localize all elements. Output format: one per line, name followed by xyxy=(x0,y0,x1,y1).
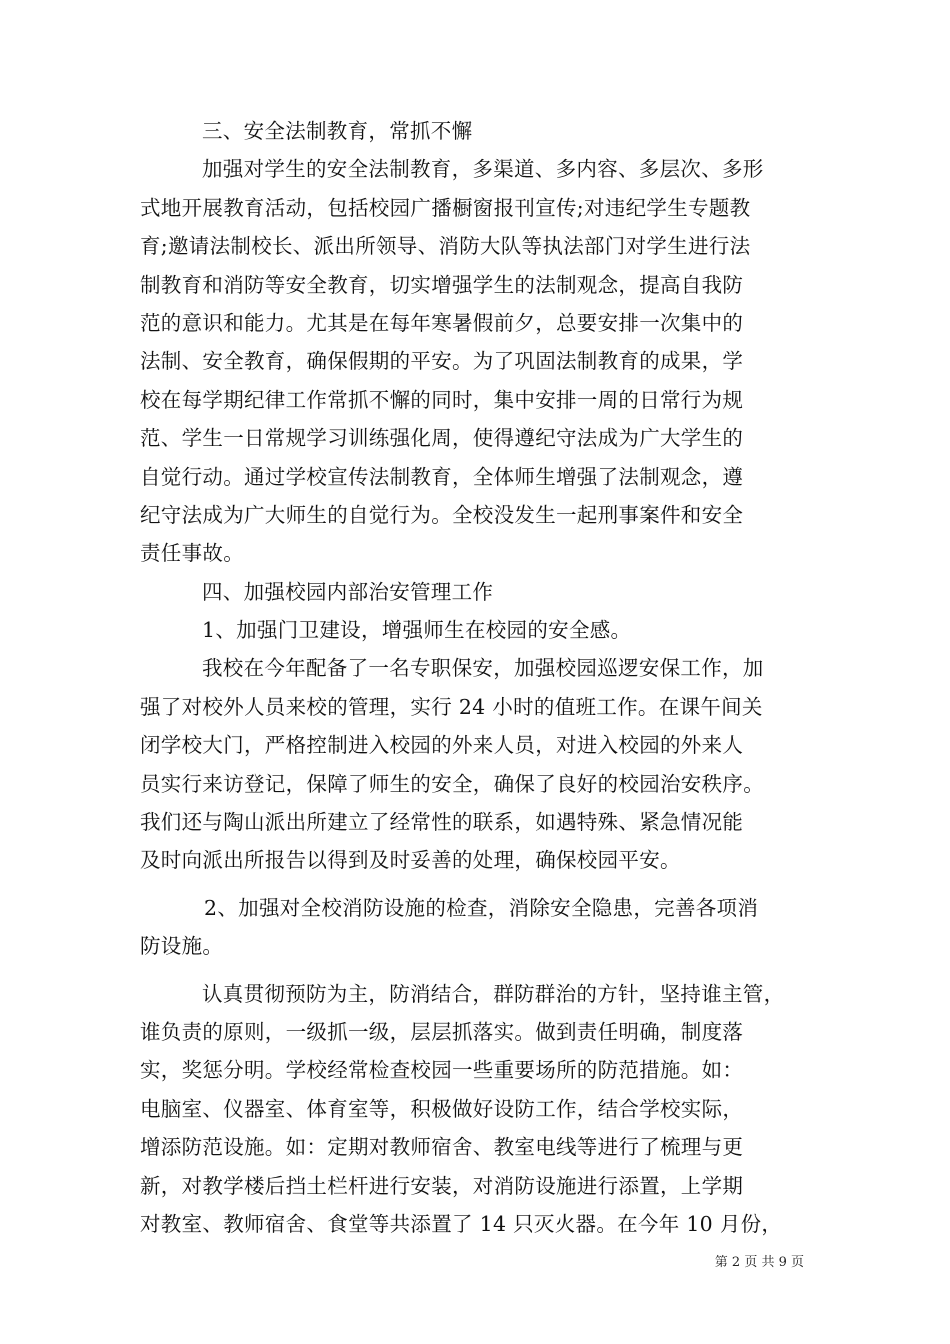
text-line: 校在每学期纪律工作常抓不懈的同时，集中安排一周的日常行为规 xyxy=(140,387,744,412)
text-line: 强了对校外人员来校的管理，实行 24 小时的值班工作。在课午间关 xyxy=(140,694,763,719)
text-line: 谁负责的原则，一级抓一级，层层抓落实。做到责任明确，制度落 xyxy=(140,1019,744,1044)
text-line: 对教室、教师宿舍、食堂等共添置了 14 只灭火器。在今年 10 月份， xyxy=(140,1211,783,1236)
text-line: 增添防范设施。如：定期对教师宿舍、教室电线等进行了梳理与更 xyxy=(140,1135,744,1160)
text-line: 育;邀请法制校长、派出所领导、消防大队等执法部门对学生进行法 xyxy=(140,234,751,259)
text-line: 闭学校大门，严格控制进入校园的外来人员，对进入校园的外来人 xyxy=(140,733,744,758)
text-line: 法制、安全教育，确保假期的平安。为了巩固法制教育的成果，学 xyxy=(140,349,744,374)
subheading-1: 1、加强门卫建设，增强师生在校园的安全感。 xyxy=(202,618,632,643)
text-line: 范的意识和能力。尤其是在每年寒暑假前夕，总要安排一次集中的 xyxy=(140,310,744,335)
page-number: 第 2 页 共 9 页 xyxy=(714,1255,804,1270)
text-line: 员实行来访登记，保障了师生的安全，确保了良好的校园治安秩序。 xyxy=(140,771,764,796)
text-line: 式地开展教育活动，包括校园广播橱窗报刊宣传;对违纪学生专题教 xyxy=(140,195,751,220)
text-line: 电脑室、仪器室、体育室等，积极做好设防工作，结合学校实际， xyxy=(140,1096,744,1121)
text-line: 加强对学生的安全法制教育，多渠道、多内容、多层次、多形 xyxy=(202,157,764,182)
text-line: 范、学生一日常规学习训练强化周，使得遵纪守法成为广大学生的 xyxy=(140,426,744,451)
subheading-2: 2、加强对全校消防设施的检查，消除安全隐患，完善各项消 xyxy=(204,895,759,920)
text-line: 及时向派出所报告以得到及时妥善的处理，确保校园平安。 xyxy=(140,848,681,873)
section-heading-4: 四、加强校园内部治安管理工作 xyxy=(202,579,494,604)
text-line: 新，对教学楼后挡土栏杆进行安装，对消防设施进行添置，上学期 xyxy=(140,1173,744,1198)
text-line: 制教育和消防等安全教育，切实增强学生的法制观念，提高自我防 xyxy=(140,272,744,297)
text-line: 我们还与陶山派出所建立了经常性的联系，如遇特殊、紧急情况能 xyxy=(140,810,744,835)
text-line: 认真贯彻预防为主，防消结合，群防群治的方针，坚持谁主管， xyxy=(202,981,785,1006)
text-line: 我校在今年配备了一名专职保安，加强校园巡逻安保工作，加 xyxy=(202,656,764,681)
text-line: 责任事故。 xyxy=(140,541,244,566)
text-line: 纪守法成为广大师生的自觉行为。全校没发生一起刑事案件和安全 xyxy=(140,502,744,527)
paragraph-gap xyxy=(140,966,810,975)
text-line: 实，奖惩分明。学校经常检查校园一些重要场所的防范措施。如： xyxy=(140,1058,744,1083)
paragraph-gap xyxy=(140,880,810,889)
section-heading-3: 三、安全法制教育，常抓不懈 xyxy=(202,119,473,143)
text-line: 防设施。 xyxy=(140,934,224,959)
document-body xyxy=(140,112,810,1243)
text-line: 自觉行动。通过学校宣传法制教育，全体师生增强了法制观念，遵 xyxy=(140,464,744,489)
